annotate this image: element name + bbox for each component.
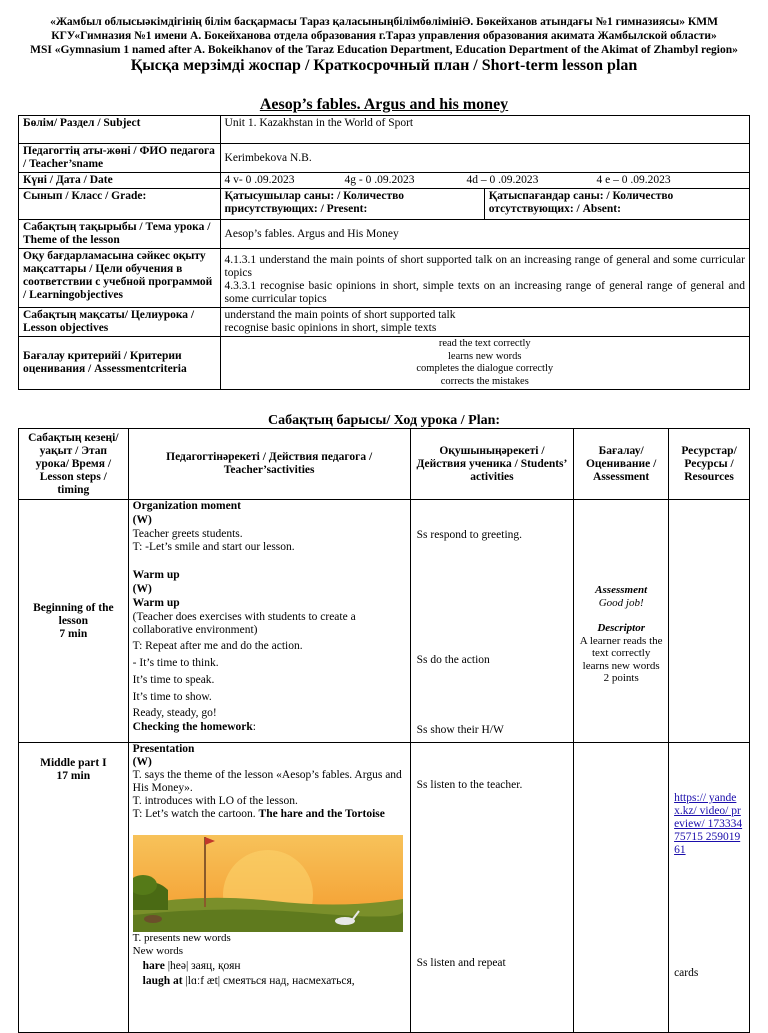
col-resources-header: Ресурстар/ Ресурсы / Resources	[669, 429, 750, 500]
activity-heading: Warm up	[132, 596, 180, 609]
resources-middle	[669, 743, 750, 1033]
teacher-value: Kerimbekova N.B.	[220, 144, 749, 173]
objective-2: recognise basic opinions in short, simple texts	[224, 322, 437, 334]
lesson-objectives-label: Сабақтың мақсаты/ Целиурока / Lesson objectives	[19, 308, 221, 337]
stage-time: 7 min	[59, 627, 88, 640]
theme-label: Сабақтың тақырыбы / Тема урока / Theme of the lesson	[19, 220, 221, 249]
activity-text: Ready, steady, go!	[132, 707, 217, 720]
activity-text: (Teacher does exercises with students to create a collaborative environment)	[132, 610, 356, 637]
objective-1: understand the main points of short supported talk	[224, 309, 456, 321]
date-4v: 4 v- 0 .09.2023	[224, 174, 295, 186]
col-teacher-header: Педагогтінәрекеті / Действия педагога / Teacher’sactivities	[128, 429, 410, 500]
work-mode: (W)	[132, 756, 152, 768]
word: laugh at	[142, 975, 183, 987]
translation: |lɑːf æt| смеяться над, насмехаться,	[182, 975, 355, 987]
school-name-ru: КГУ«Гимназия №1 имени А. Бокейханова отдела образования г.Тараз управления образования акимата Жамбылской области»	[51, 30, 717, 42]
student-activity: Ss show their H/W	[416, 724, 504, 736]
activity-text: T. introduces with LO of the lesson.	[132, 795, 298, 807]
info-table	[18, 115, 750, 390]
descriptor-heading: Descriptor	[597, 622, 645, 634]
assessment-criteria-label: Бағалау критерийі / Критерии оценивания / Assessmentcriteria	[19, 337, 221, 390]
activity-text: - It’s time to think.	[132, 656, 219, 669]
date-4e: 4 e – 0 .09.2023	[596, 174, 671, 186]
subject-label: Бөлім/ Раздел / Subject	[19, 116, 221, 144]
new-word-laugh-at	[133, 974, 406, 988]
descriptor-text: A learner reads the text correctly learns new words	[579, 634, 663, 672]
plan-header-row	[19, 429, 750, 500]
resource-cards: cards	[674, 967, 699, 979]
activity-text: It’s time to show.	[132, 690, 212, 703]
grade-label: Сынып / Класс / Grade:	[19, 189, 221, 220]
plan-section-title: Сабақтың барысы/ Ход урока / Plan:	[267, 413, 501, 428]
plan-title: Қысқа мерзімді жоспар / Краткосрочный план / Short-term lesson plan	[130, 57, 638, 74]
student-activities-beginning	[410, 500, 574, 743]
assessment-criteria-value	[220, 337, 749, 390]
activity-text: T: Repeat after me and do the action.	[132, 640, 303, 653]
activity-text: Teacher greets students.	[132, 527, 243, 540]
activity-heading: Checking the homework	[132, 721, 253, 734]
learning-objectives-label: Оқу бағдарламасына сәйкес оқыту мақсаттары / Цели обучения в соответствии с учебной программой / Learningobjectives	[19, 249, 221, 308]
lo-item-2: 4.3.3.1 recognise basic opinions in short, simple texts on an increasing range of general range of general and some curricular topics	[224, 280, 745, 305]
assessment-beginning	[574, 500, 669, 743]
student-activity: Ss listen and repeat	[416, 957, 506, 969]
activity-heading: Organization moment	[132, 500, 241, 512]
colon: :	[252, 721, 256, 734]
word: hare	[142, 960, 165, 972]
criterion-2: learns new words	[448, 350, 522, 362]
work-mode: (W)	[132, 513, 152, 526]
grade-row	[19, 189, 750, 220]
activity-text: T: Let’s watch the cartoon.	[132, 808, 259, 820]
activity-text: New words	[132, 945, 184, 957]
plan-row-middle	[19, 743, 750, 1033]
subject-value: Unit 1. Kazakhstan in the World of Sport	[220, 116, 749, 144]
date-values	[220, 173, 749, 189]
learning-objectives-row	[19, 249, 750, 308]
criterion-1: read the text correctly	[438, 338, 531, 349]
assessment-heading: Assessment	[595, 584, 648, 596]
lesson-objectives-row	[19, 308, 750, 337]
teacher-row	[19, 144, 750, 173]
lo-item-1: 4.1.3.1 understand the main points of short supported talk on an increasing range of general and some curricular topics	[224, 254, 745, 279]
translation: |heə| заяц, қоян	[164, 960, 241, 972]
activity-text: T. says the theme of the lesson «Aesop’s fables. Argus and His Money».	[132, 769, 402, 794]
descriptor-points: 2 points	[603, 672, 639, 684]
lesson-objectives-value	[220, 308, 749, 337]
present-label: Қатысушылар саны: / Количество присутствующих: / Present:	[220, 189, 484, 220]
cartoon-image	[133, 835, 403, 932]
work-mode: (W)	[132, 582, 152, 595]
date-4g: 4g - 0 .09.2023	[344, 174, 415, 186]
stage-name: Middle part I	[40, 757, 107, 769]
cartoon-title: The hare and the Tortoise	[258, 808, 385, 820]
activity-text: T. presents new words	[132, 932, 231, 944]
stage-beginning	[19, 500, 129, 743]
subject-row	[19, 116, 750, 144]
student-activity: Ss respond to greeting.	[416, 529, 523, 541]
school-name-en: MSI «Gymnasium 1 named after A. Bokeikhanov of the Taraz Education Department, Education Department of the Akimat of Zhambyl region»	[30, 44, 738, 56]
col-assessment-header: Бағалау/ Оценивание / Assessment	[574, 429, 669, 500]
plan-table	[18, 428, 750, 1033]
new-word-hare	[133, 958, 406, 974]
student-activities-middle	[410, 743, 574, 1033]
criterion-3: completes the dialogue correctly	[416, 363, 554, 374]
absent-label: Қатыспағандар саны: / Количество отсутствующих: / Absent:	[484, 189, 749, 220]
activity-text: T: -Let’s smile and start our lesson.	[132, 541, 295, 554]
assessment-middle	[574, 743, 669, 1033]
activity-text: It’s time to speak.	[132, 673, 215, 686]
plan-row-beginning	[19, 500, 750, 743]
date-4d: 4d – 0 .09.2023	[466, 174, 539, 186]
student-activity: Ss listen to the teacher.	[416, 779, 523, 791]
theme-value: Aesop’s fables. Argus and His Money	[220, 220, 749, 249]
col-steps-header: Сабақтың кезеңі/ уақыт / Этап урока/ Время / Lesson steps / timing	[19, 429, 129, 500]
assessment-criteria-row	[19, 337, 750, 390]
date-row	[19, 173, 750, 189]
date-label: Күні / Дата / Date	[19, 173, 221, 189]
teacher-label: Педагогтің аты-жөні / ФИО педагога / Teacher’sname	[19, 144, 221, 173]
lesson-title: Aesop’s fables. Argus and his money	[259, 96, 509, 113]
learning-objectives-value	[220, 249, 749, 308]
assessment-feedback: Good job!	[598, 596, 644, 609]
student-activity: Ss do the action	[416, 654, 490, 666]
stage-time: 17 min	[56, 770, 91, 782]
activity-heading: Presentation	[132, 743, 195, 755]
resources-beginning	[669, 500, 750, 743]
teacher-activities-middle	[128, 743, 410, 1033]
col-students-header: Оқушыныңәрекеті / Действия ученика / Students’ activities	[410, 429, 574, 500]
criterion-4: corrects the mistakes	[440, 375, 529, 387]
theme-row	[19, 220, 750, 249]
school-name-kz: «Жамбыл облысыәкімдігінің білім басқармасы Тараз қаласыныңбілімбөлімініӘ. Бөкейханов атындағы №1 гимназиясы» КММ	[50, 16, 718, 28]
stage-name: Beginning of the lesson	[33, 601, 114, 627]
teacher-activities-beginning	[128, 500, 410, 743]
activity-heading: Warm up	[132, 569, 180, 582]
video-link[interactable]: https:// yandex.kz/ video/ preview/ 17333475715 25901961	[674, 792, 743, 856]
stage-middle	[19, 743, 129, 1033]
